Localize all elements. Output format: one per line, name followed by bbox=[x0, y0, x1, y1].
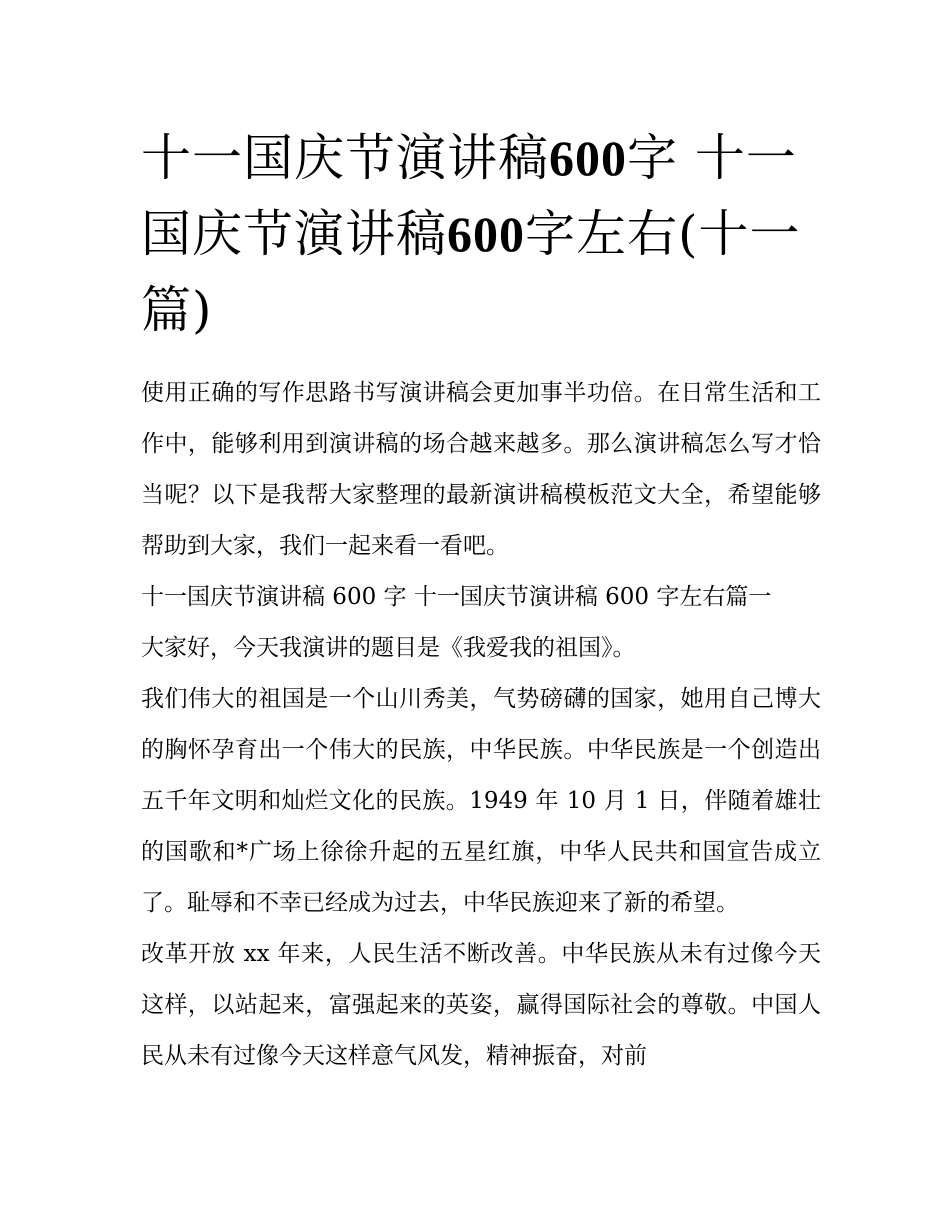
document-content bbox=[141, 120, 821, 1082]
greeting-paragraph: 大家好，今天我演讲的题目是《我爱我的祖国》。 bbox=[141, 635, 636, 661]
body-paragraph: 我们伟大的祖国是一个山川秀美，气势磅礴的国家，她用自己博大的胸怀孕育出一个伟大的民族，中华民族。中华民族是一个创造出五千年文明和灿烂文化的民族。1949 年 10 月 1 日，伴随着雄壮的国歌和*广场上徐徐升起的五星红旗，中华人民共和国宣告成立了。耻辱和不幸已经成为过去，中华民族迎来了新的希望。 bbox=[141, 686, 821, 916]
section-heading: 十一国庆节演讲稿 600 字 十一国庆节演讲稿 600 字左右篇一 bbox=[141, 584, 772, 610]
title-text-2: 字 十一国庆节演讲稿 bbox=[141, 129, 797, 263]
title-text-1: 十一国庆节演讲稿 bbox=[141, 129, 549, 187]
title-number-2: 600 bbox=[447, 206, 525, 262]
intro-paragraph: 使用正确的写作思路书写演讲稿会更加事半功倍。在日常生活和工作中，能够利用到演讲稿的场合越来越多。那么演讲稿怎么写才恰当呢？以下是我帮大家整理的最新演讲稿模板范文大全，希望能够帮助到大家，我们一起来看一看吧。 bbox=[141, 380, 821, 559]
document-title bbox=[141, 120, 821, 348]
title-text-3: 字左右(十一篇) bbox=[141, 205, 801, 339]
title-number-1: 600 bbox=[549, 130, 627, 186]
body-paragraph: 改革开放 xx 年来，人民生活不断改善。中华民族从未有过像今天这样，以站起来，富强起来的英姿，赢得国际社会的尊敬。中国人民从未有过像今天这样意气风发，精神振奋，对前 bbox=[141, 941, 821, 1069]
